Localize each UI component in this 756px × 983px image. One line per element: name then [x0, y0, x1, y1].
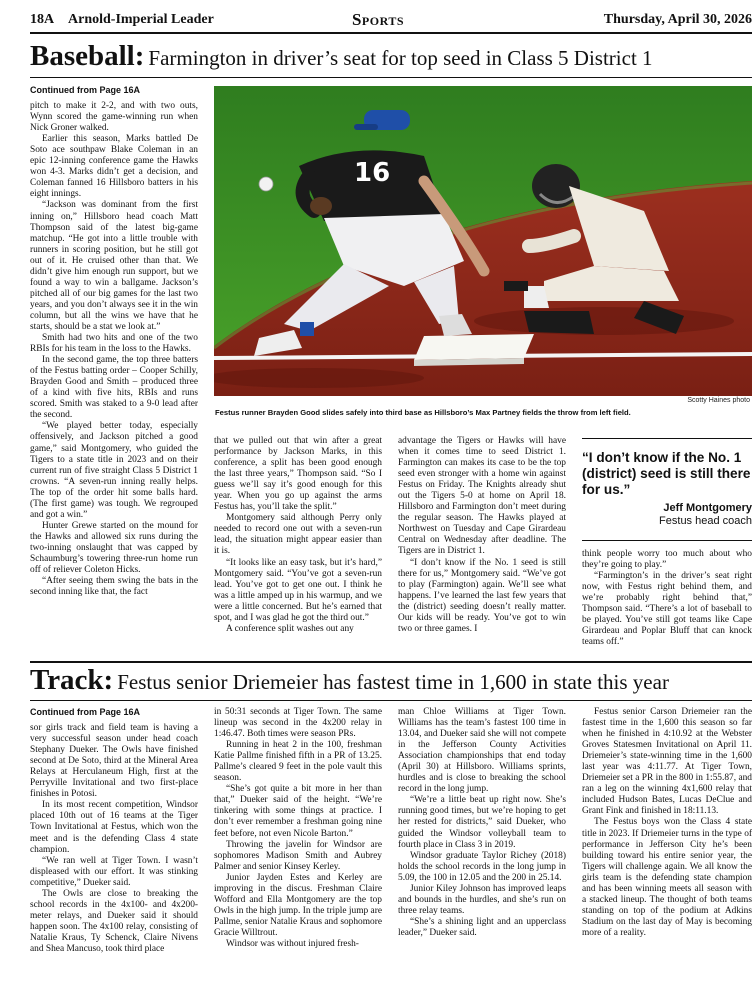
baseball-column-4 [582, 549, 752, 659]
pull-quote-name: Jeff Montgomery [663, 502, 752, 514]
paragraph: Hunter Grewe started on the mound for the Hawks and allowed six runs during the two-inning onslaught that was capped by Schaumburg’s towering three-run home run off of reliever Coleton Hicks. [30, 520, 198, 576]
paragraph: A conference split washes out any [226, 623, 354, 634]
svg-text:16: 16 [354, 158, 391, 188]
paragraph: in 50:31 seconds at Tiger Town. The same lineup was second in the 4x200 relay in 1:46.47. Both times were season PRs. [214, 707, 382, 740]
paragraph: “After seeing them swing the bats in the second inning like that, the fact [30, 576, 198, 598]
paragraph: Montgomery said although Perry only needed to record one out with a seven-run lead, the situation might appear easier than it is. [214, 513, 382, 557]
paragraph: man Chloe Williams at Tiger Town. Williams has the team’s fastest 100 time in 13.04, and Dueker said she will not compete in the Jefferson County Activities Association championships that end today (April 30) at Hillsboro. Williams sprints, hurdles and is close to breaking the school record in the long jump. [398, 707, 566, 795]
paragraph: “We ran well at Tiger Town. I wasn’t displeased with our effort. It was stinking competitive,” Dueker said. [30, 855, 198, 888]
paragraph: “Jackson was dominant from the first inning on,” Hillsboro head coach Matt Thompson said of the latest big-game matchup. “He got into a little trouble with runners in scoring position, but he still got out of it. He cruised other than that. We didn’t give him enough run support, but we found a way to win a ballgame. Jackson’s pitched all of our big games for the last two years, and you don’t always see it in the win column, but all the wins we have that he starts, should be a stat we look at.” [30, 200, 198, 332]
masthead-rule [30, 32, 752, 34]
paragraph: “We played better today, especially offensively, and Jackson pitched a good game,” said Montgomery, who guided the Tigers to a state title in 2023 and on their current run of five straight Class 5 District 1 crowns. “A seven-run inning really helps. The top of the order hit some balls hard. (The first game) was tough. We regrouped and got a win.” [30, 421, 198, 520]
baseball-column-1 [30, 85, 198, 625]
paragraph: that we pulled out that win after a great performance by Jackson Marks, in this conference, a split has been good enough the last three years,” Thompson said. “So I guess we’ll say it’s good enough for this year. When you go up against the arms Festus has, you’ll take the split.” [214, 436, 382, 513]
track-column-2 [214, 707, 382, 979]
paragraph: Throwing the javelin for Windsor are sophomores Madison Smith and Aubrey Palmer and senior Kinsey Kerley. [214, 839, 382, 872]
pull-quote-role: Festus head coach [659, 515, 752, 527]
continued-label: Continued from Page 16A [30, 707, 141, 717]
paragraph: Running in heat 2 in the 100, freshman Katie Pallme finished fifth in a PR of 13.25. Pallme’s cleared 9 feet in the pole vault this season. [214, 740, 382, 784]
pull-quote-text: “I don’t know if the No. 1 (district) seed is still there for us.” [582, 450, 751, 497]
paragraph: “It looks like an easy task, but it’s hard,” Montgomery said. “You’ve got a seven-run lead. You’ve got to get one out. I think he was a little amped up in his warmup, and we were a little concerned. But he’s earned that spot, and I was glad he got the third out.” [214, 557, 382, 623]
baseball-headline-text: Farmington in driver’s seat for top seed in Class 5 District 1 [148, 46, 653, 70]
track-headline [30, 664, 669, 697]
paragraph: sor girls track and field team is having a very successful season under head coach Stephany Dueker. The Owls have finished second at De Soto, third at the Mineral Area Relays at Herculaneum High, first at the Perryville Invitational and two first-place finishes in Potosi. [30, 723, 198, 800]
paragraph: “We’re a little beat up right now. She’s running good times, but we’re hoping to get her rested for districts,” said Dueker, who guided the Windsor volleyball team to fourth place in Class 3 in 2019. [398, 795, 566, 850]
paragraph: pitch to make it 2-2, and with two outs, Wynn scored the game-winning run when Nick Groner walked. [30, 101, 198, 134]
paragraph: Junior Kiley Johnson has improved leaps and bounds in the hurdles, and she’s run on three relay teams. [398, 883, 566, 916]
track-top-rule [30, 661, 752, 663]
paragraph: Junior Jayden Estes and Kerley are improving in the discus. Freshman Claire Wofford and Ella Montgomery are the top Owls in the high jump. In the triple jump are Pallme, senior Natalie Kraus and sophomore Gracie Willtrout. [214, 872, 382, 938]
baseball-column-3 [398, 436, 566, 656]
paragraph: advantage the Tigers or Hawks will have when it comes time to seed District 1. Farmington can makes its case to be the top seed even stronger with a home win against Festus on Friday. The Knights already shut out the Tigers 5-0 at home on April 18. Hillsboro and Farmington don’t meet during the regular season. The Hawks played at Northwest on Tuesday and Cape Girardeau Central on Wednesday after deadline. The Tigers are in District 1. [398, 436, 566, 557]
paragraph: Festus senior Carson Driemeier ran the fastest time in the 1,600 this season so far when he finished in 4:10.92 at the Webster Groves Statesmen Invitational on April 11. Driemeier’s state-winning time in the 1,600 last year was 4:11.77. At Tiger Town, Driemeier set a PR in the 800 in 1:55.87, and ran a leg on the winning 4x1,600 relay that included Hudson Bates, Lucas DeClue and Grant Fink and finished in 18:11.13. [582, 707, 752, 817]
paragraph: The Owls are close to breaking the school records in the 4x100- and 4x200-meter relays, and Dueker said it should happen soon. The 4x100 relay, consisting of Natalie Kraus, Ty Schenck, Claire Nivens and Shea Mancuso, took third place [30, 888, 198, 954]
paragraph: think people worry too much about who they’re going to play.” [582, 549, 752, 571]
baseball-kicker: Baseball: [30, 40, 145, 72]
track-column-1 [30, 707, 198, 979]
paragraph: The Festus boys won the Class 4 state title in 2023. If Driemeier turns in the type of performance in Jefferson City he’s been building toward his entire senior year, the Tigers will challenge again. We all know the girls team is the defending state champion and has been winning meets all season with a stacked lineup. The thought of both teams standing on top of the podium at Adkins Stadium on the last day of May is becoming more of a reality. [582, 817, 752, 938]
baseball-headline [30, 40, 653, 73]
page-number: 18A [30, 12, 55, 27]
section-name: Sports [351, 10, 405, 29]
paragraph: “I don’t know if the No. 1 seed is still there for us,” Montgomery said. “We’ve got to play (Farmington) again. We’ll see what happens. I’ve learned the last few years that the (district) seeding doesn’t really matter. Our kids will be ready. You’ve got to win two or three games. I [398, 557, 566, 634]
paragraph: Smith had two hits and one of the two RBIs for his team in the loss to the Hawks. [30, 333, 198, 355]
pull-quote [582, 438, 752, 541]
paragraph: In its most recent competition, Windsor placed 10th out of 16 teams at the Tiger Town Invitational at Festus, which won the meet and is the defending Class 4 state champion. [30, 800, 198, 855]
photo-caption: Festus runner Brayden Good slides safely into third base as Hillsboro’s Max Partney fields the throw from left field. [215, 408, 631, 417]
track-headline-rule [30, 700, 752, 701]
issue-date: Thursday, April 30, 2026 [603, 12, 752, 27]
track-kicker: Track: [30, 664, 114, 696]
track-column-4 [582, 707, 752, 979]
paragraph: Earlier this season, Marks battled De Soto ace southpaw Blake Coleman in an epic 12-inning conference game the Hawks won 4-3. Marks didn’t get a decision, and Coleman fanned 16 Hillsboro batters in his eight innings. [30, 134, 198, 200]
paragraph: Windsor was without injured fresh- [226, 938, 359, 949]
paragraph: In the second game, the top three batters of the Festus batting order – Cooper Schilly, Brayden Good and Smith – produced three of a kind with five hits, RBIs and runs scored. Smith was staked to a 9-0 lead after the second. [30, 355, 198, 421]
photo-credit: Scotty Haines photo [687, 397, 750, 404]
continued-label: Continued from Page 16A [30, 85, 141, 95]
paragraph: Windsor graduate Taylor Richey (2018) holds the school records in the long jump in 5.09, the 100 in 12.05 and the 200 in 25.14. [398, 850, 566, 883]
paragraph: “She’s a shining light and an upperclass leader,” Dueker said. [398, 916, 566, 938]
baseball-column-2 [214, 436, 382, 656]
baseball-headline-rule [30, 77, 752, 78]
track-headline-text: Festus senior Driemeier has fastest time in 1,600 in state this year [117, 670, 669, 694]
paragraph: “She’s got quite a bit more in her than that,” Dueker said of the height. “We’re tinkering with some things at practice. I don’t ever remember a freshman going nine feet before, not even Nicole Barton.” [214, 784, 382, 839]
paragraph: “Farmington’s in the driver’s seat right now, with Festus right behind them, and we’re probably right behind that,” Thompson said. “There’s a lot of baseball to be played. You’ve still got teams like Cape Girardeau and Poplar Bluff that can knock teams off.” [582, 571, 752, 648]
baseball-photo [214, 86, 752, 396]
newspaper-name: Arnold-Imperial Leader [68, 12, 214, 27]
track-column-3 [398, 707, 566, 979]
